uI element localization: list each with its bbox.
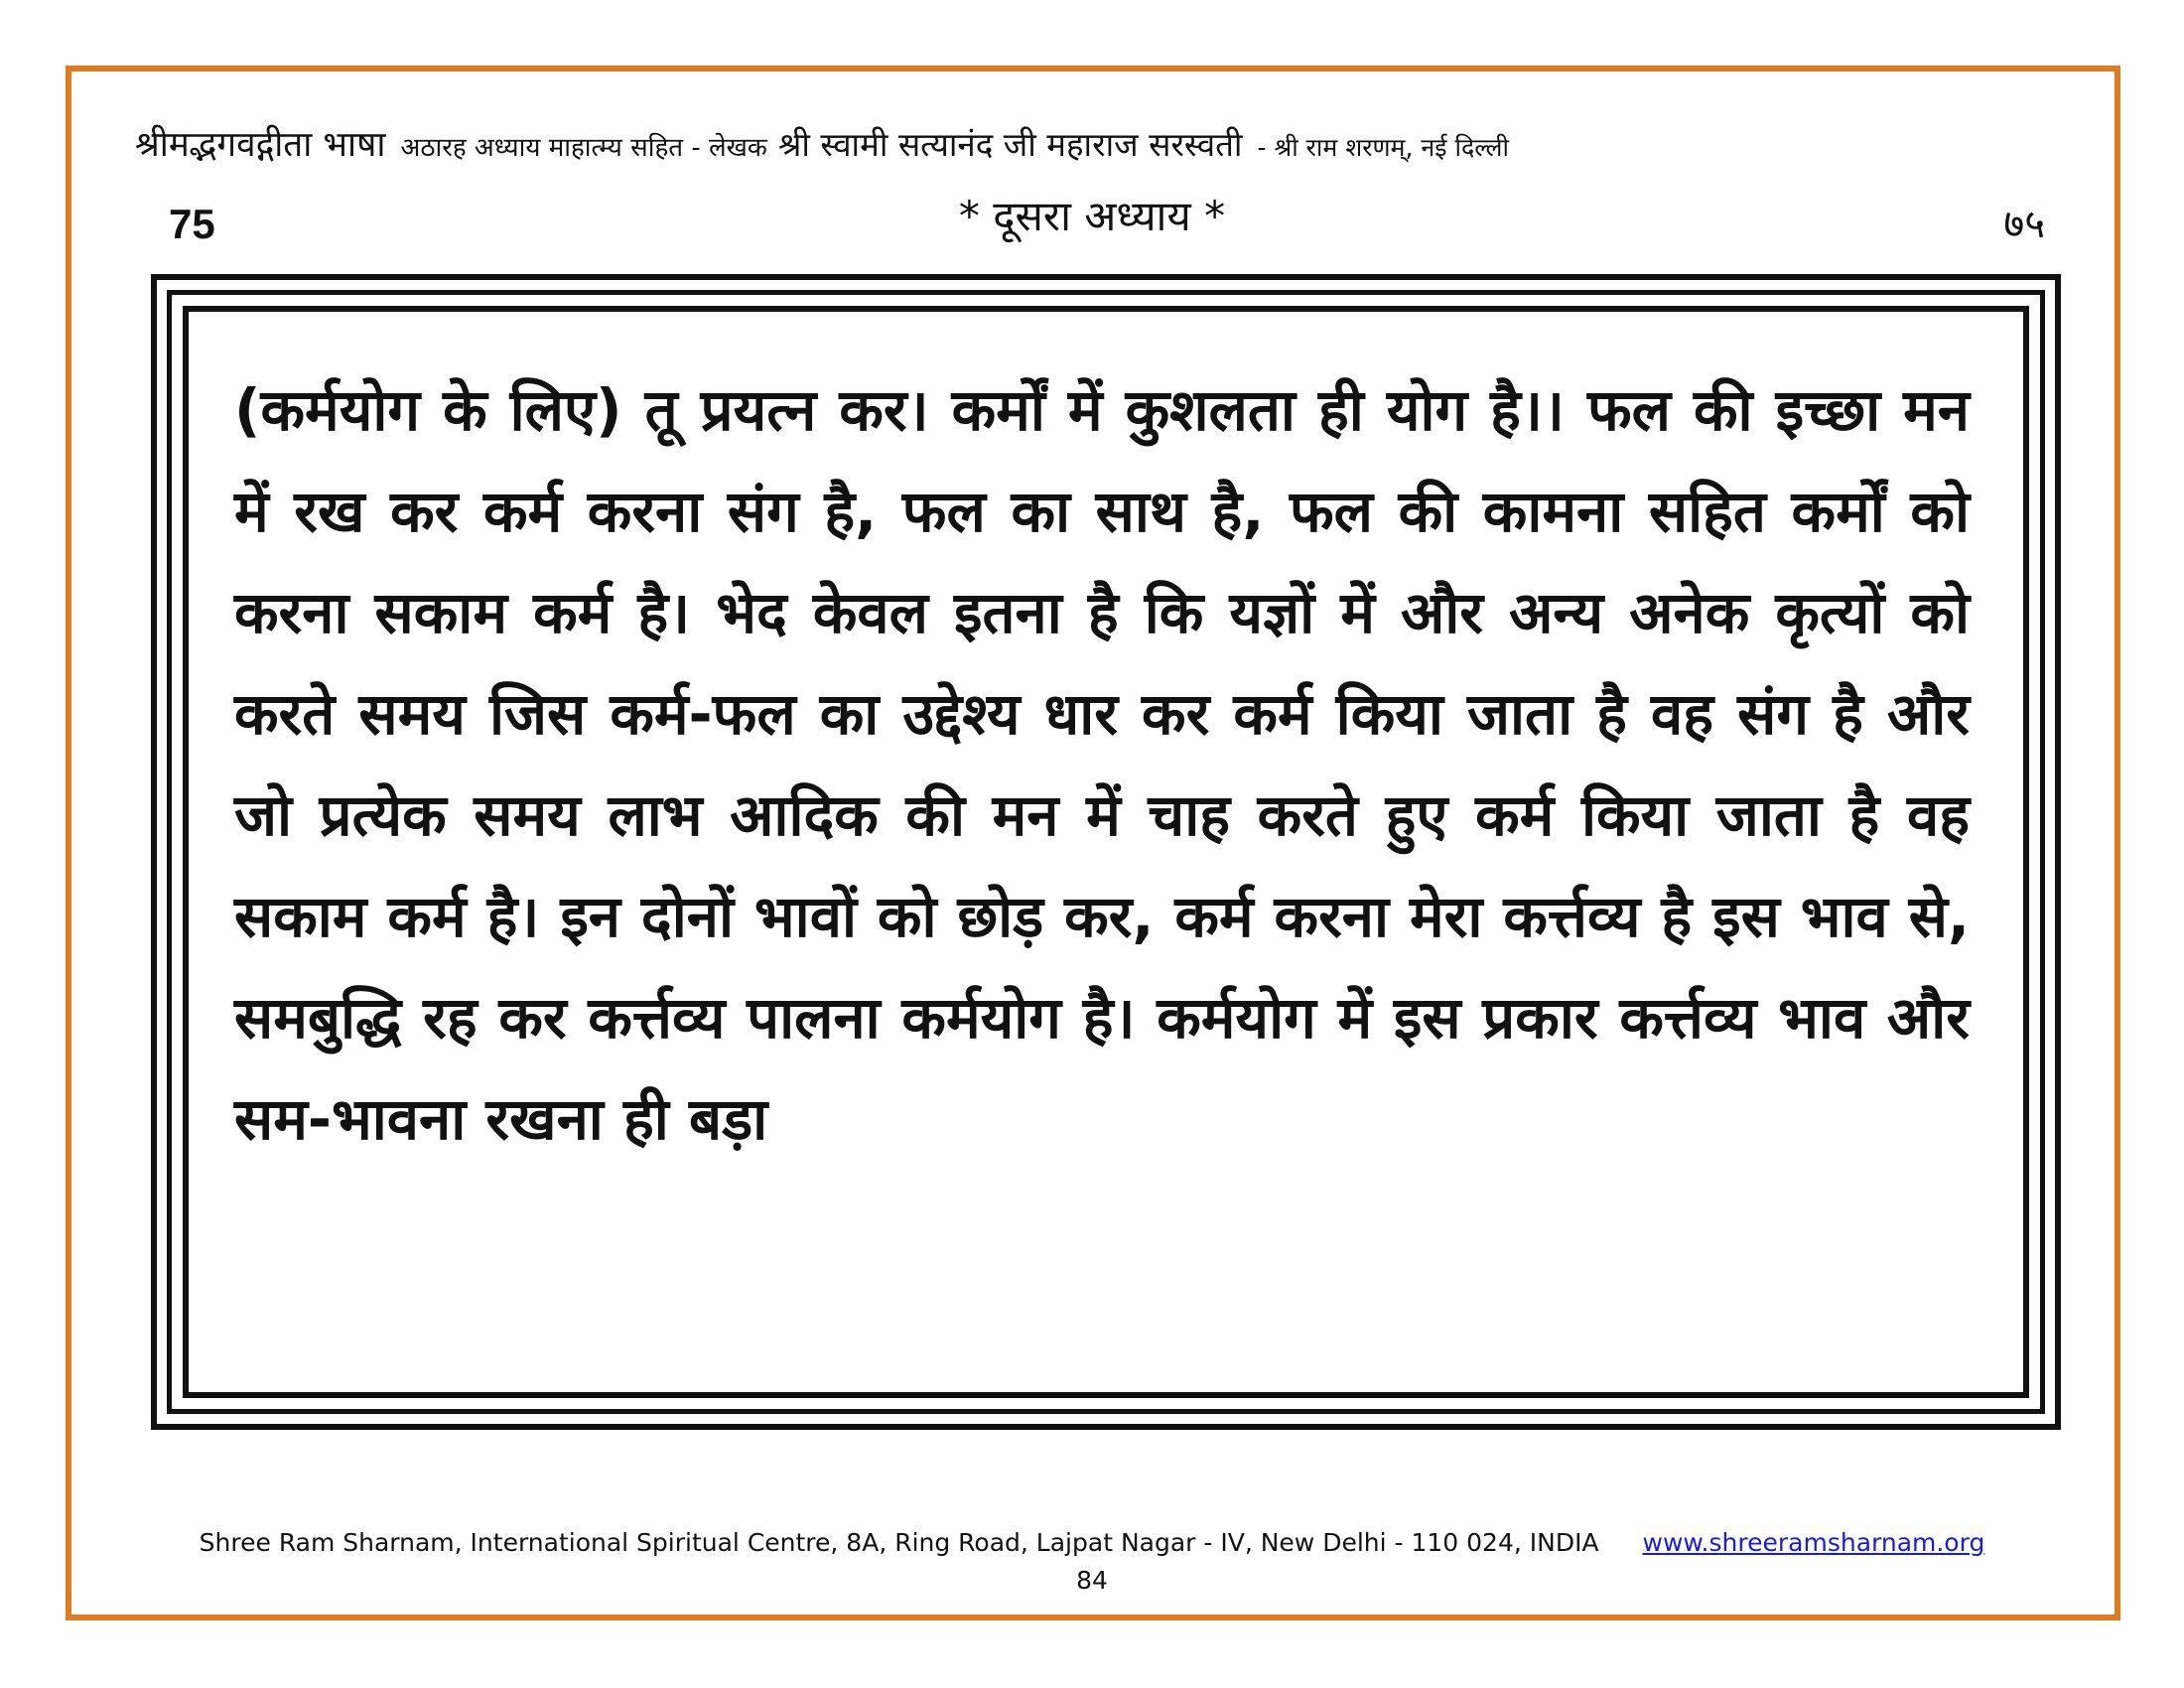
page-number-devanagari: ७५ [2003,202,2045,247]
book-author: श्री स्वामी सत्यानंद जी महाराज सरस्वती [777,125,1243,164]
footer [0,1523,2184,1563]
page-number-latin: 75 [169,201,215,247]
body-text: (कर्मयोग के लिए) तू प्रयत्न कर। कर्मों में कुशलता ही योग है।। फल की इच्छा मन में रख कर कर्म करना संग है, फल का साथ है, फल की कामना सहित कर्मों को करना सकाम कर्म है। भेद केवल इतना है कि यज्ञों में और अन्य अनेक कृत्यों को करते समय जिस कर्म-फल का उद्देश्य धार कर कर्म किया जाता है वह संग है और जो प्रत्येक समय लाभ आदिक की मन में चाह करते हुए कर्म किया जाता है वह सकाम कर्म है। इन दोनों भावों को छोड़ कर, कर्म करना मेरा कर्त्तव्य है इस भाव से, समबुद्धि रह कर कर्त्तव्य पालना कर्मयोग है। कर्मयोग में इस प्रकार कर्त्तव्य भाव और सम-भावना रखना ही बड़ा [234,376,1970,1153]
footer-page-number: 84 [1076,1566,1108,1595]
footer-address: Shree Ram Sharnam, International Spiritual Centre, 8A, Ring Road, Lajpat Nagar - IV, New Delhi - 110 024, INDIA [199,1528,1599,1557]
publisher-place: - श्री राम शरणम्, नई दिल्ली [1257,133,1509,162]
book-header [135,117,2061,173]
book-subtitle: अठारह अध्याय माहात्म्य सहित - लेखक [400,133,767,163]
chapter-heading: * दूसरा अध्याय * [958,192,1226,240]
book-title: श्रीमद्भगवद्गीता भाषा [135,125,386,165]
website-link[interactable]: www.shreeramsharnam.org [1642,1528,1985,1557]
